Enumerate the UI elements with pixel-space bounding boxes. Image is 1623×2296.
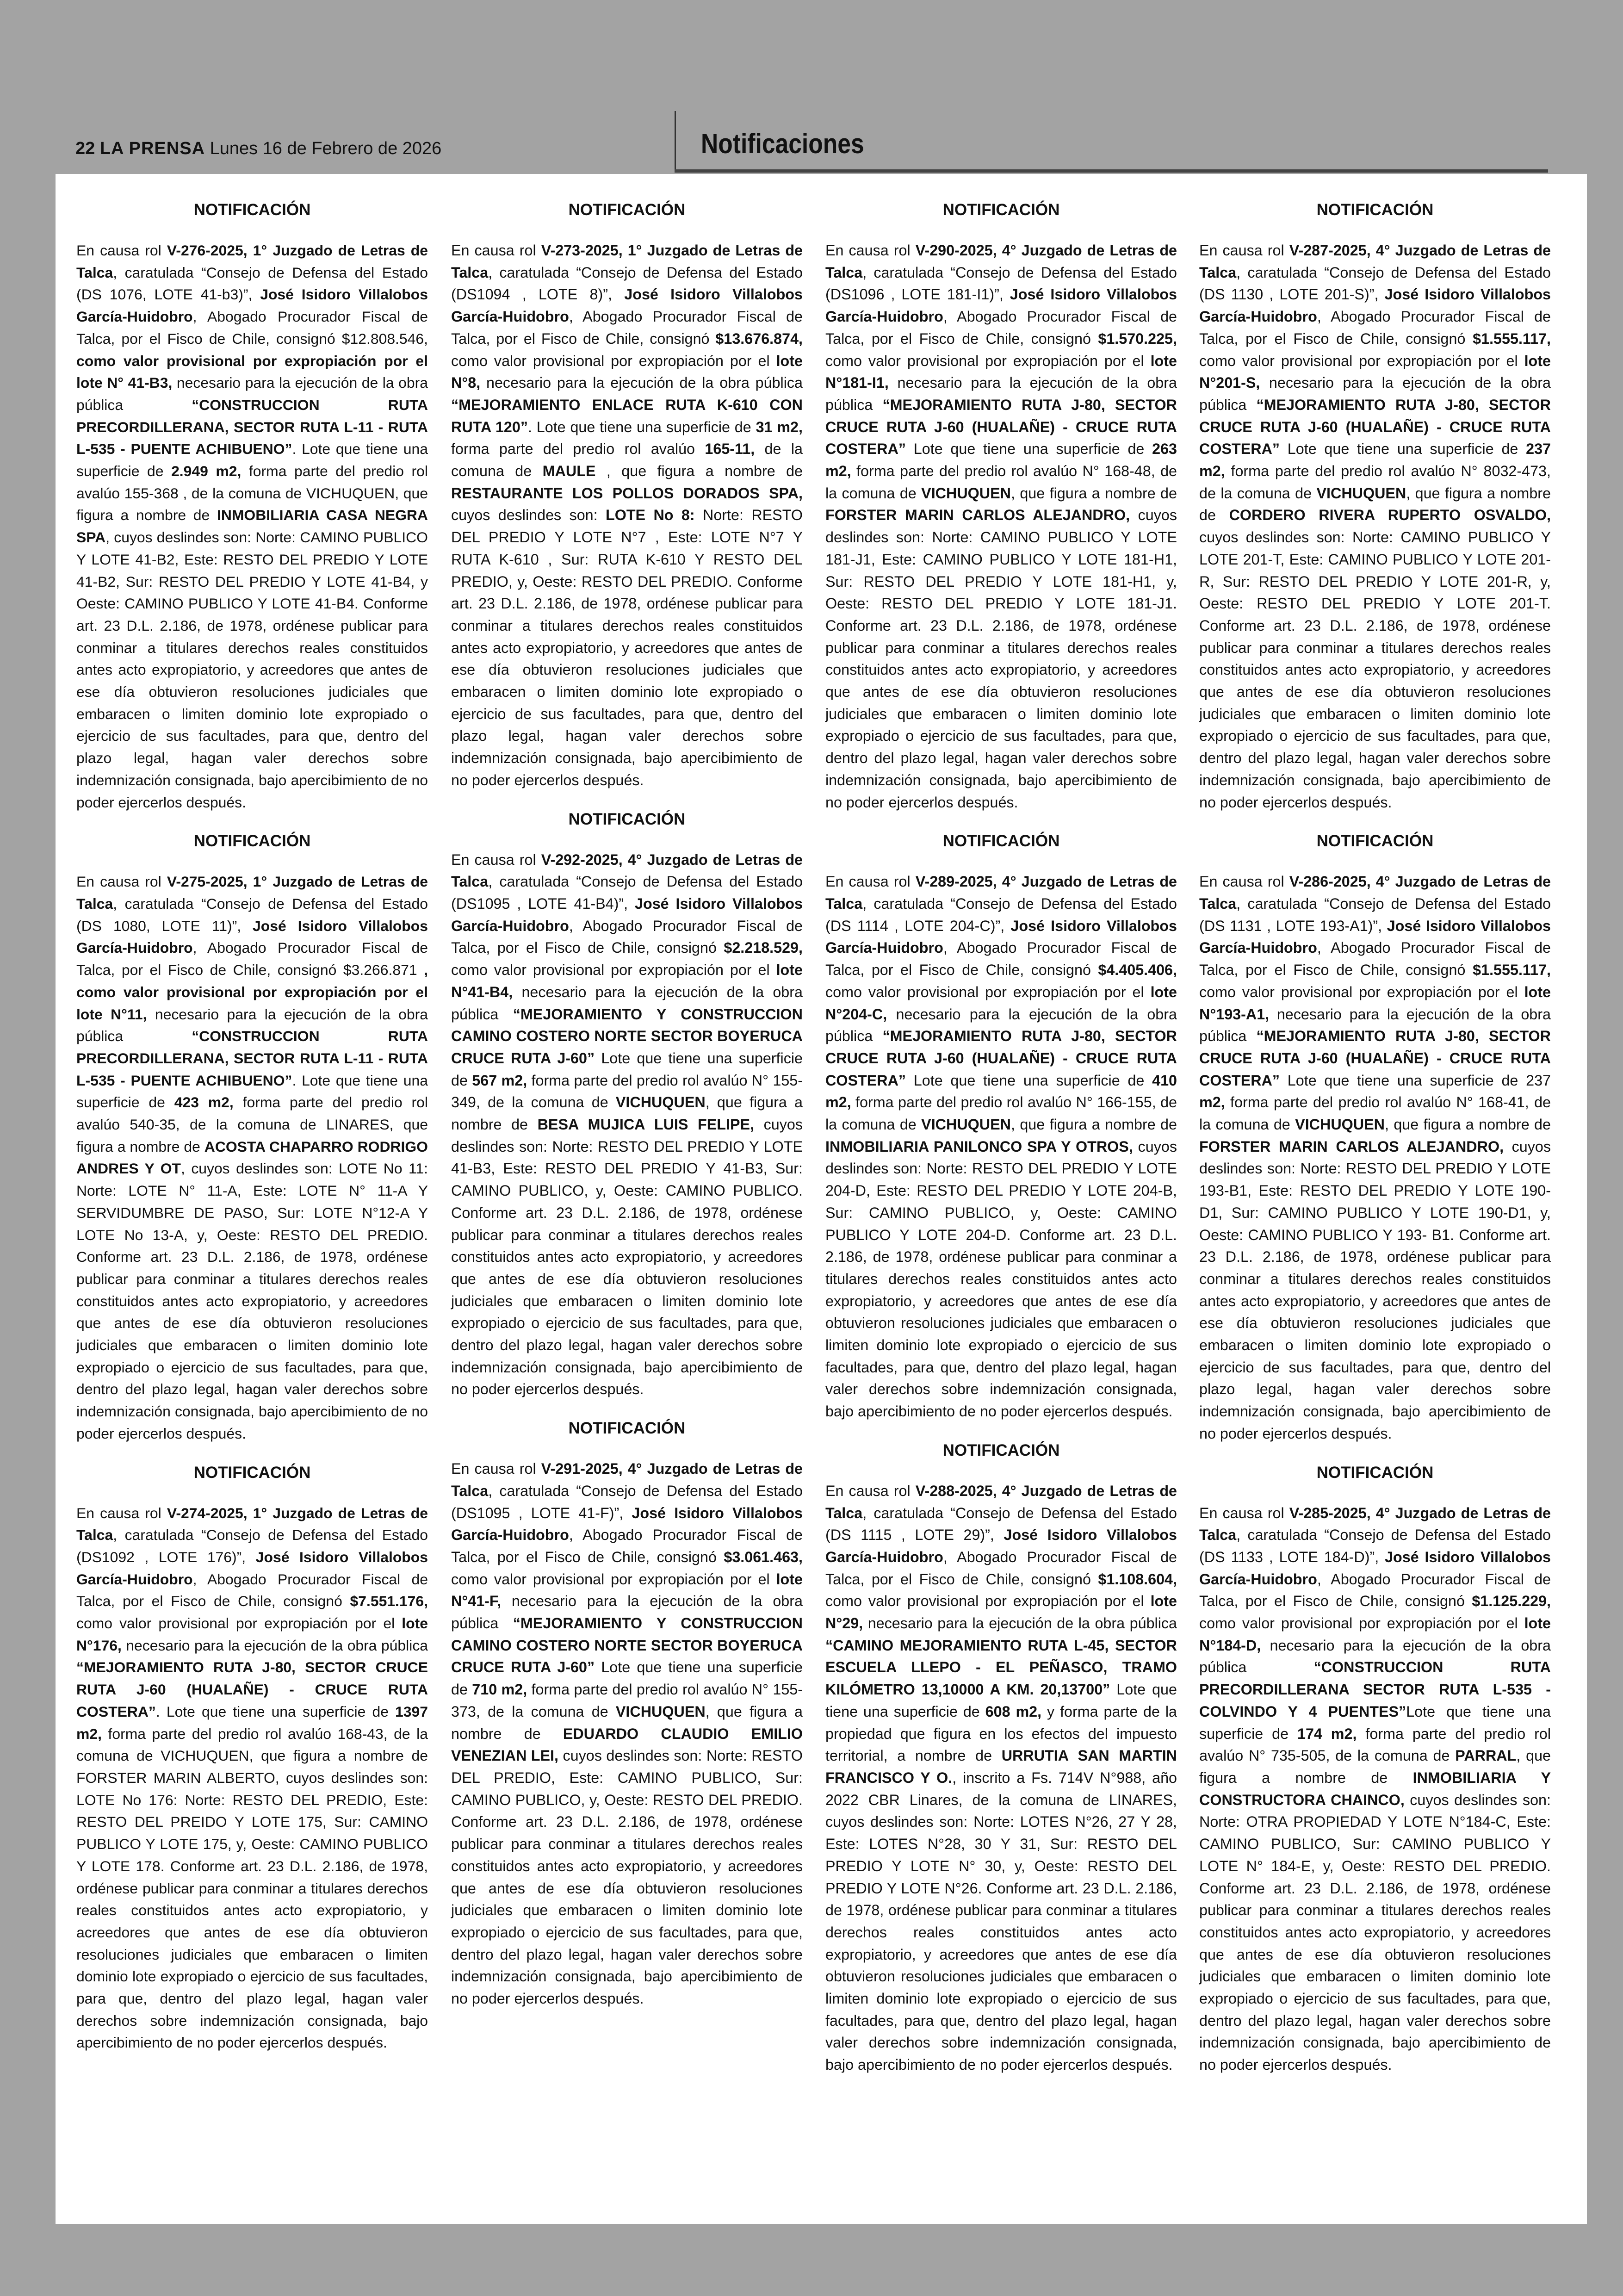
notice-V-292-2025: [451, 810, 803, 1401]
notice-title: NOTIFICACIÓN: [942, 832, 1060, 850]
notice-title: NOTIFICACIÓN: [193, 832, 311, 850]
notice-V-290-2025: [825, 201, 1177, 813]
notice-body: En causa rol V-290-2025, 4° Juzgado de Letras de Talca, caratulada “Consejo de Defensa del Estado (DS1096 , LOTE 181-I1)”, José Isidoro Villalobos García-Huidobro, Abogado Procurador Fiscal de Talca, por el Fisco de Chile, consignó $1.570.225, como valor provisional por expropiación por el lote N°181-I1, necesario para la ejecución de la obra pública “MEJORAMIENTO RUTA J-80, SECTOR CRUCE RUTA J-60 (HUALAÑE) - CRUCE RUTA COSTERA” Lote que tiene una superficie de 263 m2, forma parte del predio rol avalúo N° 168-48, de la comuna de VICHUQUEN, que figura a nombre de FORSTER MARIN CARLOS ALEJANDRO, cuyos deslindes son: Norte: CAMINO PUBLICO Y LOTE 181-J1, Este: CAMINO PUBLICO Y LOTE 181-H1, Sur: RESTO DEL PREDIO Y LOTE 181-H1, y, Oeste: RESTO DEL PREDIO Y LOTE 181-J1. Conforme art. 23 D.L. 2.186, de 1978, ordénese publicar para conminar a titulares derechos reales constituidos antes acto expropiatorio, y acreedores que antes de ese día obtuvieron resoluciones judiciales que embaracen o limiten dominio lote expropiado o ejercicio de sus facultades, para que, dentro del plazo legal, hagan valer derechos sobre indemnización consignada, bajo apercibimiento de no poder ejercerlos después.: [825, 242, 1177, 811]
page-number: 22: [75, 139, 95, 158]
notice-body: En causa rol V-288-2025, 4° Juzgado de Letras de Talca, caratulada “Consejo de Defensa del Estado (DS 1115 , LOTE 29)”, José Isidoro Villalobos García-Huidobro, Abogado Procurador Fiscal de Talca, por el Fisco de Chile, consignó $1.108.604, como valor provisional por expropiación por el lote N°29, necesario para la ejecución de la obra pública “CAMINO MEJORAMIENTO RUTA L-45, SECTOR ESCUELA LLEPO - EL PEÑASCO, TRAMO KILÓMETRO 13,10000 A KM. 20,13700” Lote que tiene una superficie de 608 m2, y forma parte de la propiedad que figura en los efectos del impuesto territorial, a nombre de URRUTIA SAN MARTIN FRANCISCO Y O., inscrito a Fs. 714V N°988, año 2022 CBR Linares, de la comuna de LINARES, cuyos deslindes son: Norte: LOTES N°26, 27 Y 28, Este: LOTES N°28, 30 Y 31, Sur: RESTO DEL PREDIO Y LOTE N° 30, y, Oeste: RESTO DEL PREDIO Y LOTE N°26. Conforme art. 23 D.L. 2.186, de 1978, ordénese publicar para conminar a titulares derechos reales constituidos antes acto expropiatorio, y acreedores que antes de ese día obtuvieron resoluciones judiciales que embaracen o limiten dominio lote expropiado o ejercicio de sus facultades, para que, dentro del plazo legal, hagan valer derechos sobre indemnización consignada, bajo apercibimiento de no poder ejercerlos después.: [825, 1482, 1177, 2073]
notice-body: En causa rol V-291-2025, 4° Juzgado de Letras de Talca, caratulada “Consejo de Defensa del Estado (DS1095 , LOTE 41-F)”, José Isidoro Villalobos García-Huidobro, Abogado Procurador Fiscal de Talca, por el Fisco de Chile, consignó $3.061.463, como valor provisional por expropiación por el lote N°41-F, necesario para la ejecución de la obra pública “MEJORAMIENTO Y CONSTRUCCION CAMINO COSTERO NORTE SECTOR BOYERUCA CRUCE RUTA J-60” Lote que tiene una superficie de 710 m2, forma parte del predio rol avalúo N° 155-373, de la comuna de VICHUQUEN, que figura a nombre de EDUARDO CLAUDIO EMILIO VENEZIAN LEI, cuyos deslindes son: Norte: RESTO DEL PREDIO, Este: CAMINO PUBLICO, Sur: CAMINO PUBLICO, y, Oeste: RESTO DEL PREDIO. Conforme art. 23 D.L. 2.186, de 1978, ordénese publicar para conminar a titulares derechos reales constituidos antes acto expropiatorio, y acreedores que antes de ese día obtuvieron resoluciones judiciales que embaracen o limiten dominio lote expropiado o ejercicio de sus facultades, para que, dentro del plazo legal, hagan valer derechos sobre indemnización consignada, bajo apercibimiento de no poder ejercerlos después.: [451, 1460, 803, 2007]
column-1: [76, 201, 428, 2073]
notice-V-291-2025: [451, 1419, 803, 2010]
notice-body: En causa rol V-273-2025, 1° Juzgado de Letras de Talca, caratulada “Consejo de Defensa del Estado (DS1094 , LOTE 8)”, José Isidoro Villalobos García-Huidobro, Abogado Procurador Fiscal de Talca, por el Fisco de Chile, consignó $13.676.874, como valor provisional por expropiación por el lote N°8, necesario para la ejecución de la obra pública “MEJORAMIENTO ENLACE RUTA K-610 CON RUTA 120”. Lote que tiene una superficie de 31 m2, forma parte del predio rol avalúo 165-11, de la comuna de MAULE , que figura a nombre de RESTAURANTE LOS POLLOS DORADOS SPA, cuyos deslindes son: LOTE No 8: Norte: RESTO DEL PREDIO Y LOTE N°7 , Este: LOTE N°7 Y RUTA K-610 , Sur: RUTA K-610 Y RESTO DEL PREDIO, y, Oeste: RESTO DEL PREDIO. Conforme art. 23 D.L. 2.186, de 1978, ordénese publicar para conminar a titulares derechos reales constituidos antes acto expropiatorio, y acreedores que antes de ese día obtuvieron resoluciones judiciales que embaracen o limiten dominio lote expropiado o ejercicio de sus facultades, para que, dentro del plazo legal, hagan valer derechos sobre indemnización consignada, bajo apercibimiento de no poder ejercerlos después.: [451, 242, 803, 788]
notice-title: NOTIFICACIÓN: [1316, 832, 1434, 850]
folio: [75, 139, 441, 159]
column-3: [825, 201, 1177, 2095]
notice-title: NOTIFICACIÓN: [1316, 201, 1434, 219]
page-header: [0, 0, 1623, 176]
notice-body: En causa rol V-276-2025, 1° Juzgado de Letras de Talca, caratulada “Consejo de Defensa del Estado (DS 1076, LOTE 41-b3)”, José Isidoro Villalobos García-Huidobro, Abogado Procurador Fiscal de Talca, por el Fisco de Chile, consignó $12.808.546, como valor provisional por expropiación por el lote N° 41-B3, necesario para la ejecución de la obra pública “CONSTRUCCION RUTA PRECORDILLERANA, SECTOR RUTA L-11 - RUTA L-535 - PUENTE ACHIBUENO”. Lote que tiene una superficie de 2.949 m2, forma parte del predio rol avalúo 155-368 , de la comuna de VICHUQUEN, que figura a nombre de INMOBILIARIA CASA NEGRA SPA, cuyos deslindes son: Norte: CAMINO PUBLICO Y LOTE 41-B2, Este: RESTO DEL PREDIO Y LOTE 41-B2, Sur: RESTO DEL PREDIO Y LOTE 41-B4, y Oeste: CAMINO PUBLICO Y LOTE 41-B4. Conforme art. 23 D.L. 2.186, de 1978, ordénese publicar para conminar a titulares derechos reales constituidos antes acto expropiatorio, y acreedores que antes de ese día obtuvieron resoluciones judiciales que embaracen o limiten dominio lote expropiado o ejercicio de sus facultades, para que, dentro del plazo legal, hagan valer derechos sobre indemnización consignada, bajo apercibimiento de no poder ejercerlos después.: [76, 242, 428, 811]
notice-title: NOTIFICACIÓN: [568, 1419, 686, 1438]
notice-body: En causa rol V-274-2025, 1° Juzgado de Letras de Talca, caratulada “Consejo de Defensa del Estado (DS1092 , LOTE 176)”, José Isidoro Villalobos García-Huidobro, Abogado Procurador Fiscal de Talca, por el Fisco de Chile, consignó $7.551.176, como valor provisional por expropiación por el lote N°176, necesario para la ejecución de la obra pública “MEJORAMIENTO RUTA J-80, SECTOR CRUCE RUTA J-60 (HUALAÑE) - CRUCE RUTA COSTERA”. Lote que tiene una superficie de 1397 m2, forma parte del predio rol avalúo 168-43, de la comuna de VICHUQUEN, que figura a nombre de FORSTER MARIN ALBERTO, cuyos deslindes son: LOTE No 176: Norte: RESTO DEL PREDIO, Este: RESTO DEL PREIDO Y LOTE 175, Sur: CAMINO PUBLICO Y LOTE 175, y, Oeste: CAMINO PUBLICO Y LOTE 178. Conforme art. 23 D.L. 2.186, de 1978, ordénese publicar para conminar a titulares derechos reales constituidos antes acto expropiatorio, y acreedores que antes de ese día obtuvieron resoluciones judiciales que embaracen o limiten dominio lote expropiado o ejercicio de sus facultades, para que, dentro del plazo legal, hagan valer derechos sobre indemnización consignada, bajo apercibimiento de no poder ejercerlos después.: [76, 1504, 428, 2051]
notice-body: En causa rol V-275-2025, 1° Juzgado de Letras de Talca, caratulada “Consejo de Defensa del Estado (DS 1080, LOTE 11)”, José Isidoro Villalobos García-Huidobro, Abogado Procurador Fiscal de Talca, por el Fisco de Chile, consignó $3.266.871 , como valor provisional por expropiación por el lote N°11, necesario para la ejecución de la obra pública “CONSTRUCCION RUTA PRECORDILLERANA, SECTOR RUTA L-11 - RUTA L-535 - PUENTE ACHIBUENO”. Lote que tiene una superficie de 423 m2, forma parte del predio rol avalúo 540-35, de la comuna de LINARES, que figura a nombre de ACOSTA CHAPARRO RODRIGO ANDRES Y OT, cuyos deslindes son: LOTE No 11: Norte: LOTE N° 11-A, Este: LOTE N° 11-A Y SERVIDUMBRE DE PASO, Sur: LOTE N°12-A Y LOTE No 13-A, y, Oeste: RESTO DEL PREDIO. Conforme art. 23 D.L. 2.186, de 1978, ordénese publicar para conminar a titulares derechos reales constituidos antes acto expropiatorio, y acreedores que antes de ese día obtuvieron resoluciones judiciales que embaracen o limiten dominio lote expropiado o ejercicio de sus facultades, para que, dentro del plazo legal, hagan valer derechos sobre indemnización consignada, bajo apercibimiento de no poder ejercerlos después.: [76, 873, 428, 1442]
notice-V-289-2025: [825, 832, 1177, 1423]
notice-V-287-2025: [1199, 201, 1551, 813]
header-rule: [675, 169, 1548, 173]
notice-body: En causa rol V-292-2025, 4° Juzgado de Letras de Talca, caratulada “Consejo de Defensa del Estado (DS1095 , LOTE 41-B4)”, José Isidoro Villalobos García-Huidobro, Abogado Procurador Fiscal de Talca, por el Fisco de Chile, consignó $2.218.529, como valor provisional por expropiación por el lote N°41-B4, necesario para la ejecución de la obra pública “MEJORAMIENTO Y CONSTRUCCION CAMINO COSTERO NORTE SECTOR BOYERUCA CRUCE RUTA J-60” Lote que tiene una superficie de 567 m2, forma parte del predio rol avalúo N° 155-349, de la comuna de VICHUQUEN, que figura a nombre de BESA MUJICA LUIS FELIPE, cuyos deslindes son: Norte: RESTO DEL PREDIO Y LOTE 41-B3, Este: RESTO DEL PREDIO Y 41-B3, Sur: CAMINO PUBLICO, y, Oeste: CAMINO PUBLICO. Conforme art. 23 D.L. 2.186, de 1978, ordénese publicar para conminar a titulares derechos reales constituidos antes acto expropiatorio, y acreedores que antes de ese día obtuvieron resoluciones judiciales que embaracen o limiten dominio lote expropiado o ejercicio de sus facultades, para que, dentro del plazo legal, hagan valer derechos sobre indemnización consignada, bajo apercibimiento de no poder ejercerlos después.: [451, 851, 803, 1398]
issue-date: Lunes 16 de Febrero de 2026: [210, 139, 442, 158]
notice-title: NOTIFICACIÓN: [942, 201, 1060, 219]
notice-body: En causa rol V-286-2025, 4° Juzgado de Letras de Talca, caratulada “Consejo de Defensa del Estado (DS 1131 , LOTE 193-A1)”, José Isidoro Villalobos García-Huidobro, Abogado Procurador Fiscal de Talca, por el Fisco de Chile, consignó $1.555.117, como valor provisional por expropiación por el lote N°193-A1, necesario para la ejecución de la obra pública “MEJORAMIENTO RUTA J-80, SECTOR CRUCE RUTA J-60 (HUALAÑE) - CRUCE RUTA COSTERA” Lote que tiene una superficie de 237 m2, forma parte del predio rol avalúo N° 168-41, de la comuna de VICHUQUEN, que figura a nombre de FORSTER MARIN CARLOS ALEJANDRO, cuyos deslindes son: Norte: RESTO DEL PREDIO Y LOTE 193-B1, Este: RESTO DEL PREDIO Y LOTE 190-D1, Sur: CAMINO PUBLICO Y LOTE 190-D1, y, Oeste: CAMINO PUBLICO Y 193- B1. Conforme art. 23 D.L. 2.186, de 1978, ordénese publicar para conminar a titulares derechos reales constituidos antes acto expropiatorio, y acreedores que antes de ese día obtuvieron resoluciones judiciales que embaracen o limiten dominio lote expropiado o ejercicio de sus facultades, para que, dentro del plazo legal, hagan valer derechos sobre indemnización consignada, bajo apercibimiento de no poder ejercerlos después.: [1199, 873, 1551, 1442]
notice-body: En causa rol V-285-2025, 4° Juzgado de Letras de Talca, caratulada “Consejo de Defensa del Estado (DS 1133 , LOTE 184-D)”, José Isidoro Villalobos García-Huidobro, Abogado Procurador Fiscal de Talca, por el Fisco de Chile, consignó $1.125.229, como valor provisional por expropiación por el lote N°184-D, necesario para la ejecución de la obra pública “CONSTRUCCION RUTA PRECORDILLERANA SECTOR RUTA L-535 - COLVINDO Y 4 PUENTES”Lote que tiene una superficie de 174 m2, forma parte del predio rol avalúo N° 735-505, de la comuna de PARRAL, que figura a nombre de INMOBILIARIA Y CONSTRUCTORA CHAINCO, cuyos deslindes son: Norte: OTRA PROPIEDAD Y LOTE N°184-C, Este: CAMINO PUBLICO, Sur: CAMINO PUBLICO Y LOTE N° 184-E, y, Oeste: RESTO DEL PREDIO. Conforme art. 23 D.L. 2.186, de 1978, ordénese publicar para conminar a titulares derechos reales constituidos antes acto expropiatorio, y acreedores que antes de ese día obtuvieron resoluciones judiciales que embaracen o limiten dominio lote expropiado o ejercicio de sus facultades, para que, dentro del plazo legal, hagan valer derechos sobre indemnización consignada, bajo apercibimiento de no poder ejercerlos después.: [1199, 1504, 1551, 2073]
notice-body: En causa rol V-287-2025, 4° Juzgado de Letras de Talca, caratulada “Consejo de Defensa del Estado (DS 1130 , LOTE 201-S)”, José Isidoro Villalobos García-Huidobro, Abogado Procurador Fiscal de Talca, por el Fisco de Chile, consignó $1.555.117, como valor provisional por expropiación por el lote N°201-S, necesario para la ejecución de la obra pública “MEJORAMIENTO RUTA J-80, SECTOR CRUCE RUTA J-60 (HUALAÑE) - CRUCE RUTA COSTERA” Lote que tiene una superficie de 237 m2, forma parte del predio rol avalúo N° 8032-473, de la comuna de VICHUQUEN, que figura a nombre de CORDERO RIVERA RUPERTO OSVALDO, cuyos deslindes son: Norte: CAMINO PUBLICO Y LOTE 201-T, Este: CAMINO PUBLICO Y LOTE 201-R, Sur: RESTO DEL PREDIO Y LOTE 201-R, y, Oeste: RESTO DEL PREDIO Y LOTE 201-T. Conforme art. 23 D.L. 2.186, de 1978, ordénese publicar para conminar a titulares derechos reales constituidos antes acto expropiatorio, y acreedores que antes de ese día obtuvieron resoluciones judiciales que embaracen o limiten dominio lote expropiado o ejercicio de sus facultades, para que, dentro del plazo legal, hagan valer derechos sobre indemnización consignada, bajo apercibimiento de no poder ejercerlos después.: [1199, 242, 1551, 811]
notice-V-288-2025: [825, 1441, 1177, 2076]
publication-name: LA PRENSA: [99, 139, 205, 158]
notice-title: NOTIFICACIÓN: [568, 810, 686, 828]
notice-title: NOTIFICACIÓN: [193, 1463, 311, 1482]
notice-title: NOTIFICACIÓN: [193, 201, 311, 219]
notice-title: NOTIFICACIÓN: [568, 201, 686, 219]
notice-V-275-2025: [76, 832, 428, 1445]
notice-V-285-2025: [1199, 1464, 1551, 2076]
notice-title: NOTIFICACIÓN: [1316, 1463, 1434, 1482]
header-divider: [675, 111, 676, 172]
notice-body: En causa rol V-289-2025, 4° Juzgado de Letras de Talca, caratulada “Consejo de Defensa del Estado (DS 1114 , LOTE 204-C)”, José Isidoro Villalobos García-Huidobro, Abogado Procurador Fiscal de Talca, por el Fisco de Chile, consignó $4.405.406, como valor provisional por expropiación por el lote N°204-C, necesario para la ejecución de la obra pública “MEJORAMIENTO RUTA J-80, SECTOR CRUCE RUTA J-60 (HUALAÑE) - CRUCE RUTA COSTERA” Lote que tiene una superficie de 410 m2, forma parte del predio rol avalúo N° 166-155, de la comuna de VICHUQUEN, que figura a nombre de INMOBILIARIA PANILONCO SPA Y OTROS, cuyos deslindes son: Norte: RESTO DEL PREDIO Y LOTE 204-D, Este: RESTO DEL PREDIO Y LOTE 204-B, Sur: CAMINO PUBLICO, y, Oeste: CAMINO PUBLICO Y LOTE 204-D. Conforme art. 23 D.L. 2.186, de 1978, ordénese publicar para conminar a titulares derechos reales constituidos antes acto expropiatorio, y acreedores que antes de ese día obtuvieron resoluciones judiciales que embaracen o limiten dominio lote expropiado o ejercicio de sus facultades, para que, dentro del plazo legal, hagan valer derechos sobre indemnización consignada, bajo apercibimiento de no poder ejercerlos después.: [825, 873, 1177, 1420]
notice-V-274-2025: [76, 1464, 428, 2054]
notice-V-273-2025: [451, 201, 803, 792]
notices-page: [56, 174, 1587, 2224]
notice-V-286-2025: [1199, 832, 1551, 1445]
column-4: [1199, 201, 1551, 2095]
column-2: [451, 201, 803, 2029]
notice-title: NOTIFICACIÓN: [942, 1441, 1060, 1459]
notice-V-276-2025: [76, 201, 428, 813]
section-title: Notificaciones: [701, 128, 864, 159]
